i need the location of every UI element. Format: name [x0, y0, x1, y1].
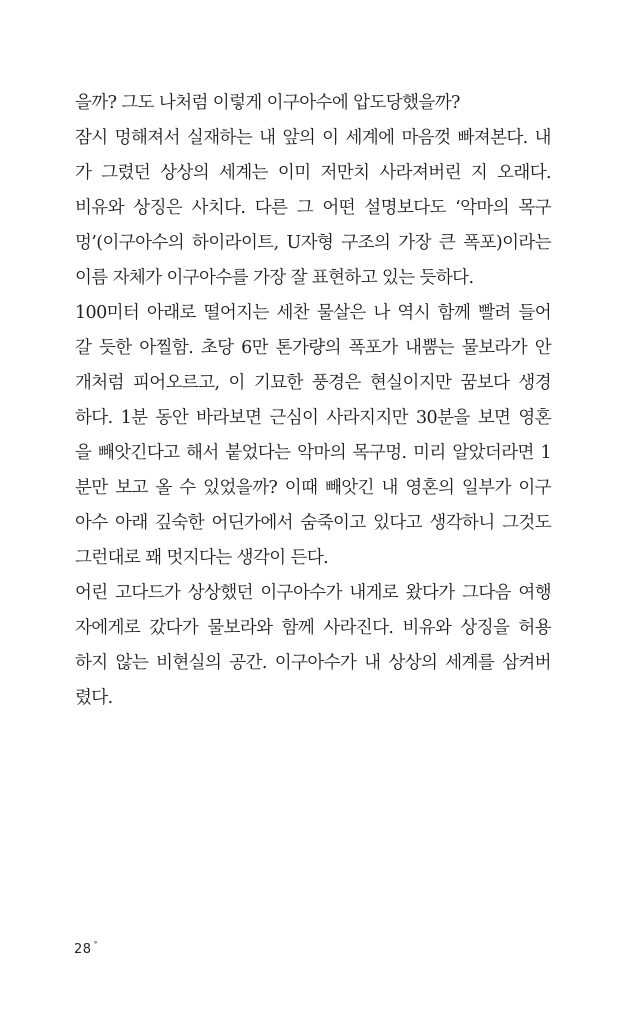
text-line: 을까? 그도 나처럼 이렇게 이구아수에 압도당했을까?	[75, 93, 460, 113]
page-number-mark: °	[93, 940, 99, 949]
page-number-value: 28	[74, 942, 92, 957]
text-line: 비유와 상징은 사치다. 다른 그 어떤 설명보다도 ‘악마의 목구	[75, 198, 551, 218]
text-line: 그런대로 꽤 멋지다는 생각이 든다.	[75, 548, 329, 568]
text-line: 멍’(이구아수의 하이라이트, U자형 구조의 가장 큰 폭포)이라는	[75, 233, 551, 253]
text-line: 이름 자체가 이구아수를 가장 잘 표현하고 있는 듯하다.	[75, 268, 474, 288]
text-line: 100미터 아래로 떨어지는 세찬 물살은 나 역시 함께 빨려 들어	[75, 303, 551, 323]
page-number	[74, 940, 98, 957]
text-line: 자에게로 갔다가 물보라와 함께 사라진다. 비유와 상징을 허용	[75, 618, 551, 638]
text-line: 갈 듯한 아찔함. 초당 6만 톤가량의 폭포가 내뿜는 물보라가 안	[75, 338, 551, 358]
text-line: 가 그렸던 상상의 세계는 이미 저만치 사라져버린 지 오래다.	[75, 163, 551, 183]
text-line: 잠시 멍해져서 실재하는 내 앞의 이 세계에 마음껏 빠져본다. 내	[75, 128, 551, 148]
text-line: 렸다.	[75, 688, 113, 708]
text-line: 개처럼 피어오르고, 이 기묘한 풍경은 현실이지만 꿈보다 생경	[75, 373, 551, 393]
text-line: 하다. 1분 동안 바라보면 근심이 사라지지만 30분을 보면 영혼	[75, 408, 551, 428]
text-line: 아수 아래 깊숙한 어딘가에서 숨죽이고 있다고 생각하니 그것도	[75, 513, 551, 533]
text-line: 하지 않는 비현실의 공간. 이구아수가 내 상상의 세계를 삼켜버	[75, 653, 551, 673]
text-line: 을 빼앗긴다고 해서 붙었다는 악마의 목구멍. 미리 알았더라면 1	[75, 443, 551, 463]
text-line: 어린 고다드가 상상했던 이구아수가 내게로 왔다가 그다음 여행	[75, 583, 551, 603]
text-line: 분만 보고 올 수 있었을까? 이때 빼앗긴 내 영혼의 일부가 이구	[75, 478, 551, 498]
